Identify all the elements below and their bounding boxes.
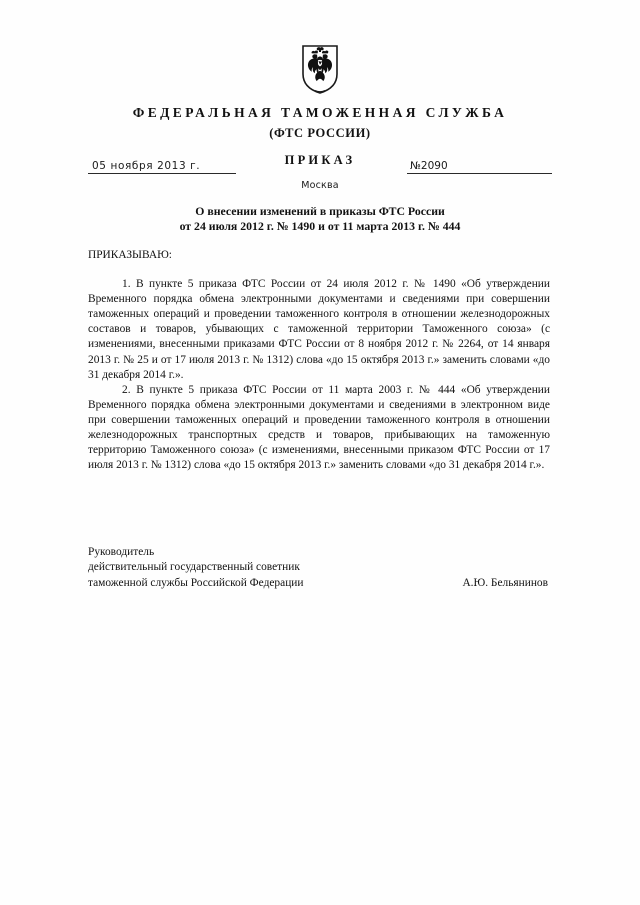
document-number-value: №2090	[410, 160, 448, 172]
signer-role-line-1: Руководитель	[88, 546, 155, 558]
number-field	[407, 160, 552, 174]
organization-name: ФЕДЕРАЛЬНАЯ ТАМОЖЕННАЯ СЛУЖБА	[132, 105, 508, 120]
document-meta-line	[88, 160, 552, 194]
document-title	[88, 204, 552, 234]
signer-role-line-2: действительный государственный советник	[88, 561, 300, 574]
signature-block	[88, 545, 550, 591]
clause-2: 2. В пункте 5 приказа ФТС России от 11 марта 2003 г. № 444 «Об утверждении Временного порядка обмена электронными документами и сведениями в электронном виде при совершении таможенных операций и проведении таможенного контроля в отношении железнодорожных транспортных средств и товаров, прибывающих на таможенную территорию Таможенного союза» (с изменениями, внесенными приказом ФТС России от 17 июля 2013 г. № 1312) слова «до 15 октября 2013 г.» заменить словами «до 31 декабря 2014 г.».	[88, 383, 550, 472]
document-body	[88, 248, 550, 473]
document-kind-heading: ПРИКАЗ	[284, 153, 356, 167]
order-keyword: ПРИКАЗЫВАЮ:	[88, 249, 172, 261]
signer-name: А.Ю. Бельянинов	[462, 576, 548, 589]
date-field	[88, 160, 236, 174]
clause-1: 1. В пункте 5 приказа ФТС России от 24 июля 2012 г. № 1490 «Об утверждении Временного порядка обмена электронными документами и сведениями при совершении таможенных операций и проведении таможенного контроля в отношении железнодорожных составов и товаров, убывающих с таможенной территории Таможенного союза» (с изменениями, внесенными приказами ФТС России от 8 ноября 2012 г. № 2264, от 14 января 2013 г. № 25 и от 17 июля 2013 г. № 1312) слова «до 15 октября 2013 г.» заменить словами «до 31 декабря 2014 г.».	[88, 278, 550, 381]
emblem-container	[0, 44, 640, 94]
organization-abbreviation: (ФТС РОССИИ)	[269, 126, 371, 140]
russian-coat-of-arms-emblem	[297, 44, 343, 94]
date-value: 05 ноября 2013 г.	[92, 160, 201, 172]
title-line-1: О внесении изменений в приказы ФТС России	[195, 204, 445, 218]
signer-role-name-row	[88, 576, 550, 591]
signer-role-line-3: таможенной службы Российской Федерации	[88, 576, 304, 589]
city-label: Москва	[301, 180, 339, 191]
title-line-2: от 24 июля 2012 г. № 1490 и от 11 марта 2013 г. № 444	[179, 219, 461, 233]
